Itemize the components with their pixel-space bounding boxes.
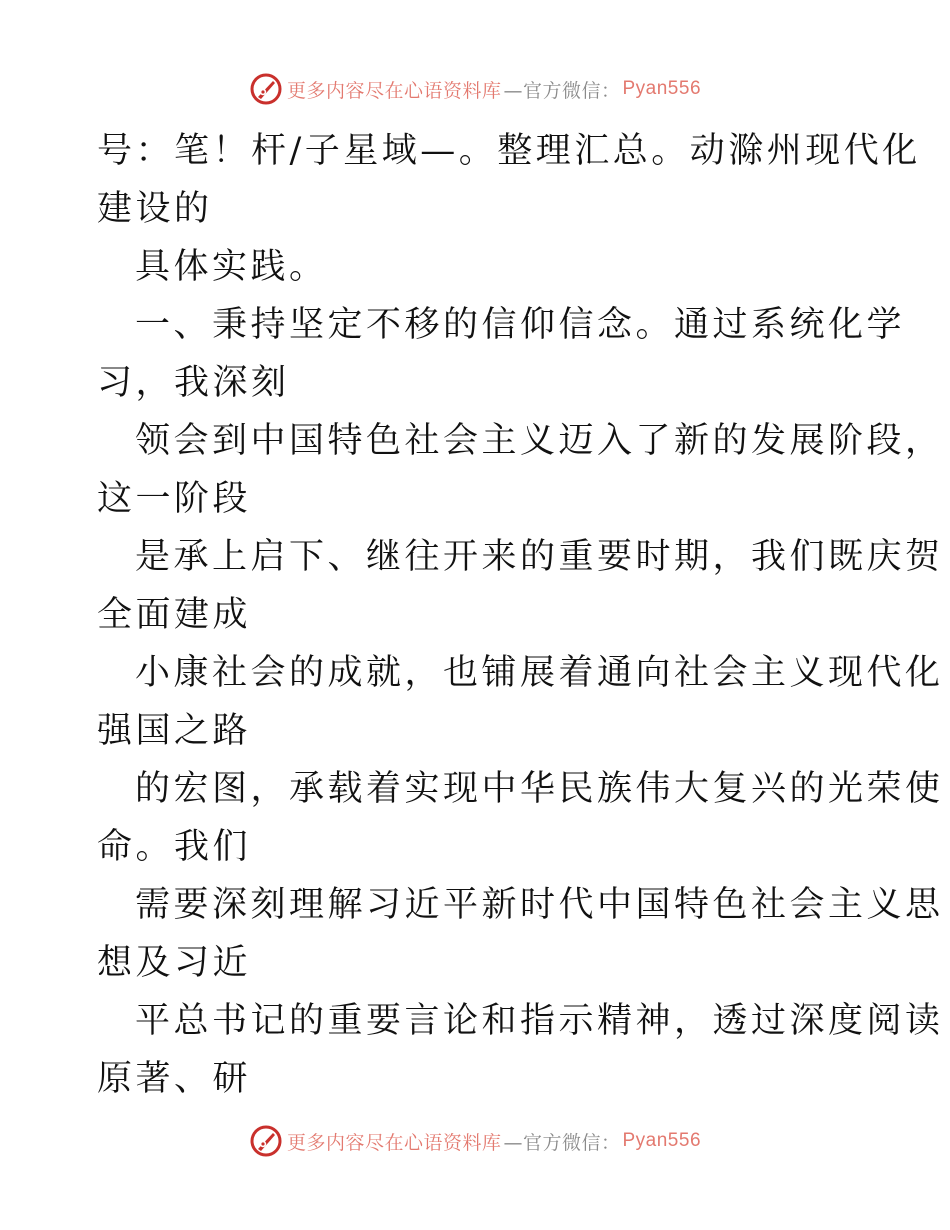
text-line: 平总书记的重要言论和指示精神，透过深度阅读 [135, 1001, 944, 1041]
text-line: 原著、研 [97, 1059, 252, 1099]
text-line: 建设的 [97, 189, 213, 229]
watermark-dash-label: —官方微信： [503, 1131, 621, 1154]
text-line: 需要深刻理解习近平新时代中国特色社会主义思 [135, 885, 944, 925]
watermark-brand: 更多内容尽在心语资料库 [286, 1131, 502, 1154]
text-line: 小康社会的成就，也铺展着通向社会主义现代化 [135, 653, 944, 693]
text-line: 习，我深刻 [97, 363, 290, 403]
watermark-brand: 更多内容尽在心语资料库 [286, 79, 502, 102]
text-line: 全面建成 [97, 595, 252, 635]
quill-seal-icon [249, 1124, 283, 1158]
watermark-wechat-id: Pyan556 [622, 1130, 702, 1151]
quill-seal-icon [249, 72, 283, 106]
text-line: 一、秉持坚定不移的信仰信念。通过系统化学 [135, 305, 906, 345]
watermark-footer [0, 1124, 950, 1158]
text-line: 领会到中国特色社会主义迈入了新的发展阶段， [135, 421, 944, 461]
text-line: 这一阶段 [97, 479, 252, 519]
text-line: 具体实践。 [135, 247, 328, 287]
document-body [97, 122, 944, 1108]
text-line: 命。我们 [97, 827, 252, 867]
watermark-header [0, 72, 950, 106]
text-line: 强国之路 [97, 711, 252, 751]
text-line: 的宏图，承载着实现中华民族伟大复兴的光荣使 [135, 769, 944, 809]
text-line: 想及习近 [97, 943, 252, 983]
text-line: 号：笔！杆/子星域—。整理汇总。动滁州现代化 [97, 131, 921, 171]
watermark-dash-label: —官方微信： [503, 79, 621, 102]
watermark-wechat-id: Pyan556 [622, 78, 702, 99]
text-line: 是承上启下、继往开来的重要时期，我们既庆贺 [135, 537, 944, 577]
